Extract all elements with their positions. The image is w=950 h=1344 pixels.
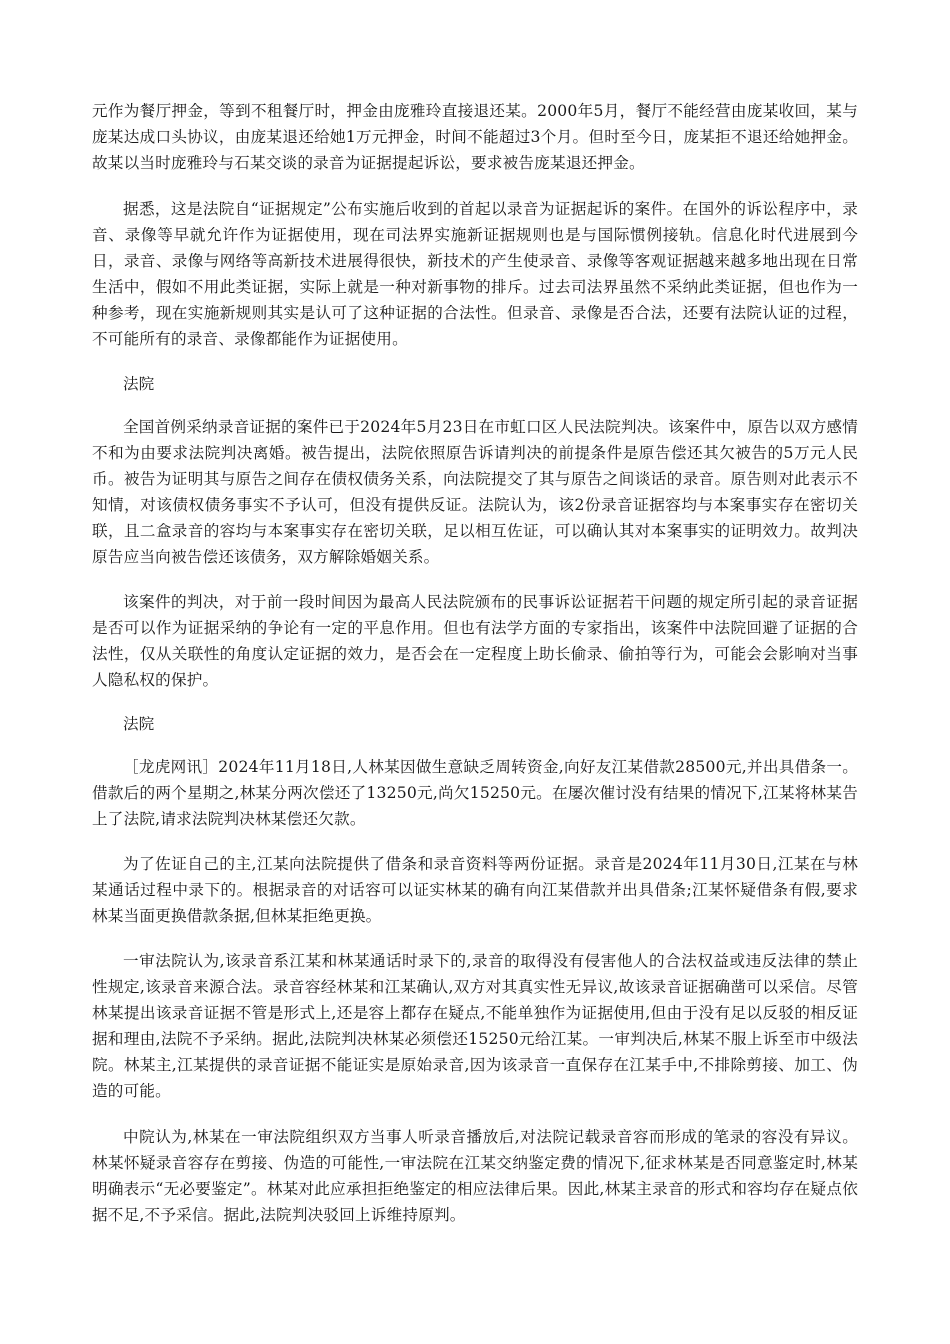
- paragraph-1: 元作为餐厅押金，等到不租餐厅时，押金由庞雅玲直接退还某。2000年5月，餐厅不能经营由庞某收回，某与庞某达成口头协议，由庞某退还给她1万元押金，时间不能超过3个月。但时至今日，庞某拒不退还给她押金。故某以当时庞雅玲与石某交谈的录音为证据提起诉讼，要求被告庞某退还押金。: [92, 102, 858, 172]
- paragraph-7: 一审法院认为,该录音系江某和林某通话时录下的,录音的取得没有侵害他人的合法权益或违反法律的禁止性规定,该录音来源合法。录音容经林某和江某确认,双方对其真实性无异议,故该录音证据确凿可以采信。尽管林某提出该录音证据不管是形式上,还是容上都存在疑点,不能单独作为证据使用,但由于没有足以反驳的相反证据和理由,法院不予采纳。据此,法院判决林某必须偿还15250元给江某。一审判决后,林某不服上诉至市中级法院。林某主,江某提供的录音证据不能证实是原始录音,因为该录音一直保存在江某手中,不排除剪接、加工、伪造的可能。: [92, 952, 858, 1100]
- paragraph-8: 中院认为,林某在一审法院组织双方当事人听录音播放后,对法院记载录音容而形成的笔录的容没有异议。林某怀疑录音容存在剪接、伪造的可能性,一审法院在江某交纳鉴定费的情况下,征求林某是否同意鉴定时,林某明确表示“无必要鉴定”。林某对此应承担拒绝鉴定的相应法律后果。因此,林某主录音的形式和容均存在疑点依据不足,不予采信。据此,法院判决驳回上诉维持原判。: [92, 1128, 858, 1224]
- paragraph-2: 据悉，这是法院自“证据规定”公布实施后收到的首起以录音为证据起诉的案件。在国外的诉讼程序中，录音、录像等早就允许作为证据使用，现在司法界实施新证据规则也是与国际惯例接轨。信息化时代进展到今日，录音、录像与网络等高新技术进展得很快，新技术的产生使录音、录像等客观证据越来越多地出现在日常生活中，假如不用此类证据，实际上就是一种对新事物的排斥。过去司法界虽然不采纳此类证据，但也作为一种参考，现在实施新规则其实是认可了这种证据的合法性。但录音、录像是否合法，还要有法院认证的过程，不可能所有的录音、录像都能作为证据使用。: [92, 200, 858, 348]
- paragraph-5: ［龙虎网讯］2024年11月18日,人林某因做生意缺乏周转资金,向好友江某借款28500元,并出具借条一。借款后的两个星期之,林某分两次偿还了13250元,尚欠15250元。在屡次催讨没有结果的情况下,江某将林某告上了法院,请求法院判决林某偿还欠款。: [92, 758, 858, 828]
- paragraph-6: 为了佐证自己的主,江某向法院提供了借条和录音资料等两份证据。录音是2024年11月30日,江某在与林某通话过程中录下的。根据录音的对话容可以证实林某的确有向江某借款并出具借条;江某怀疑借条有假,要求林某当面更换借款条据,但林某拒绝更换。: [92, 855, 858, 925]
- paragraph-4: 该案件的判决，对于前一段时间因为最高人民法院颁布的民事诉讼证据若干问题的规定所引起的录音证据是否可以作为证据采纳的争论有一定的平息作用。但也有法学方面的专家指出，该案件中法院回避了证据的合法性，仅从关联性的角度认定证据的效力，是否会在一定程度上助长偷录、偷拍等行为，可能会会影响对当事人隐私权的保护。: [92, 593, 858, 689]
- section-heading-court-2: 法院: [123, 715, 155, 733]
- paragraph-3: 全国首例采纳录音证据的案件已于2024年5月23日在市虹口区人民法院判决。该案件中，原告以双方感情不和为由要求法院判决离婚。被告提出，法院依照原告诉请判决的前提条件是原告偿还其欠被告的5万元人民币。被告为证明其与原告之间存在债权债务关系，向法院提交了其与原告之间谈话的录音。原告则对此表示不知情，对该债权债务事实不予认可，但没有提供反证。法院认为，该2份录音证据容均与本案事实存在密切关联，且二盒录音的容均与本案事实存在密切关联，足以相互佐证，可以确认其对本案事实的证明效力。故判决原告应当向被告偿还该债务，双方解除婚姻关系。: [92, 418, 858, 566]
- section-heading-court-1: 法院: [123, 375, 155, 393]
